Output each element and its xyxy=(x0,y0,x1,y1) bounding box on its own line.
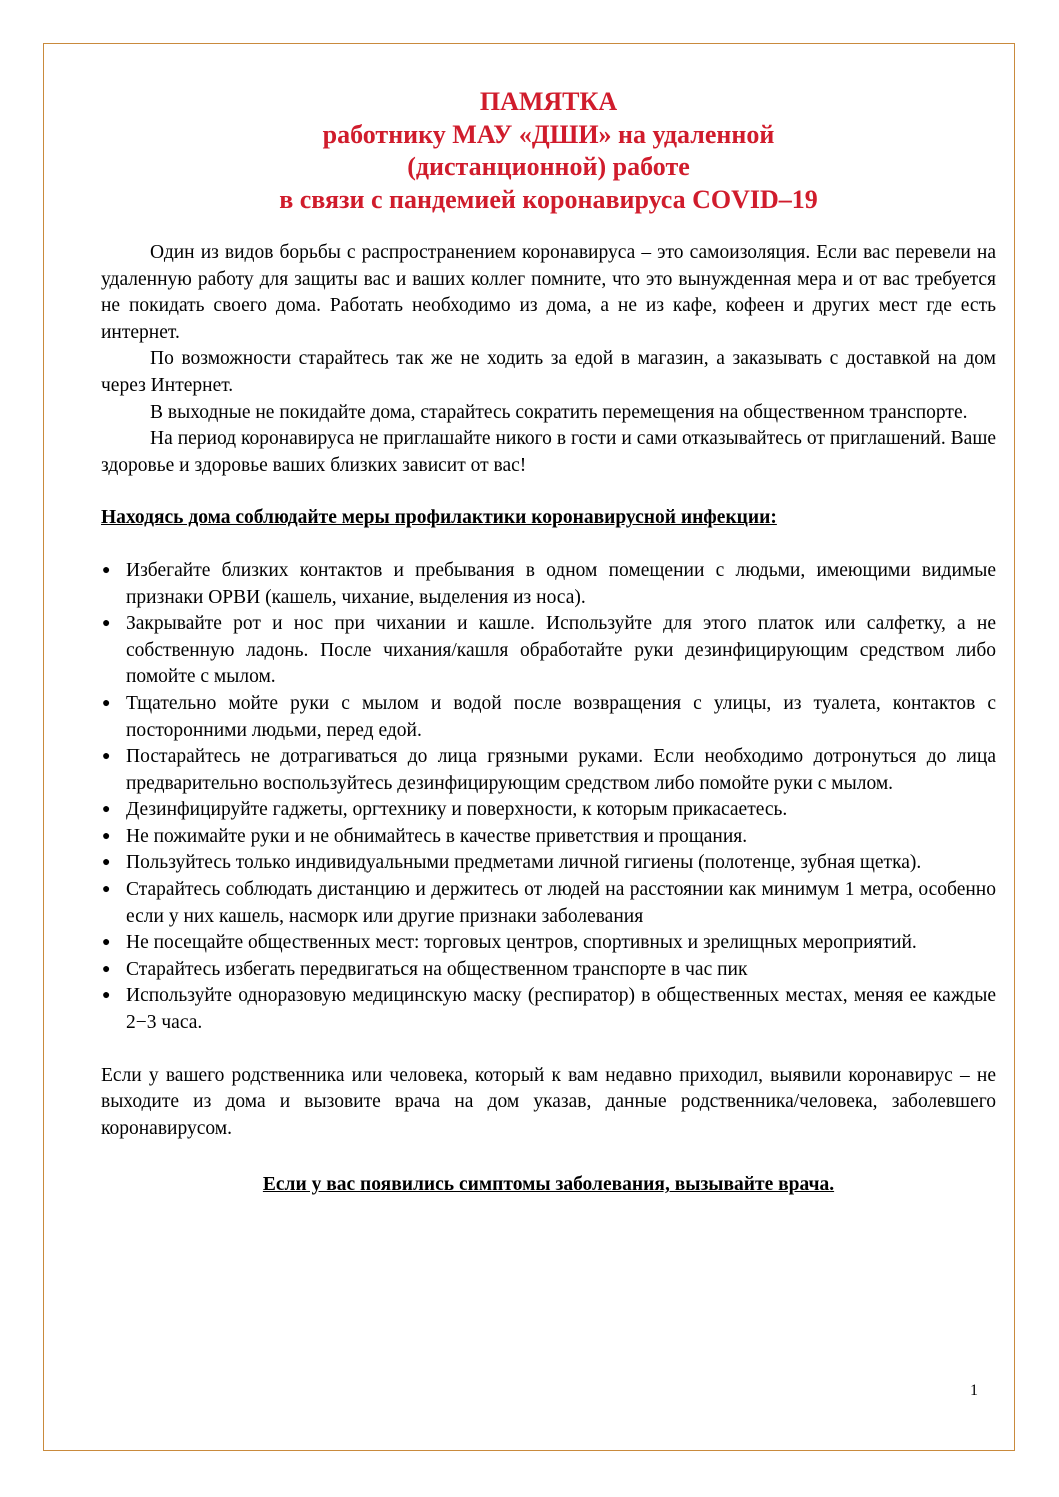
intro-paragraph: По возможности старайтесь так же не ходить за едой в магазин, а заказывать с доставкой на дом через Интернет. xyxy=(101,348,996,396)
list-item xyxy=(101,611,996,691)
list-item xyxy=(101,824,996,851)
closing-paragraph: Если у вашего родственника или человека, который к вам недавно приходил, выявили коронавирус – не выходите из дома и вызовите врача на дом указав, данные родственника/человека, заболевшего коронавирусом. xyxy=(101,1064,996,1139)
list-item-text: Тщательно мойте руки с мылом и водой после возвращения с улицы, из туалета, контактов с посторонними людьми, перед едой. xyxy=(126,692,996,741)
list-item-text: Закрывайте рот и нос при чихании и кашле. Используйте для этого платок или салфетку, а не собственную ладонь. После чихания/кашля обработайте руки дезинфицирующим средством либо помойте с мылом. xyxy=(126,613,996,688)
intro-paragraph: В выходные не покидайте дома, старайтесь сократить перемещения на общественном транспорте. xyxy=(150,401,968,423)
bullet-icon: ● xyxy=(102,935,111,951)
document-title xyxy=(101,86,996,216)
bullet-icon: ● xyxy=(102,855,111,871)
list-item-text: Постарайтесь не дотрагиваться до лица грязными руками. Если необходимо дотронуться до лица предварительно воспользуйтесь дезинфицирующим средством либо помойте руки с мылом. xyxy=(126,746,996,794)
list-item xyxy=(101,797,996,824)
bullet-icon: ● xyxy=(102,616,111,632)
list-item xyxy=(101,691,996,744)
title-line-1: ПАМЯТКА xyxy=(479,87,618,116)
intro-paragraph: Один из видов борьбы с распространением коронавируса – это самоизоляция. Если вас перевели на удаленную работу для защиты вас и ваших коллег помните, что это вынужденная мера и от вас требуется не покидать своего дома. Работать необходимо из дома, а не из кафе, кофеен и других мест где есть интернет. xyxy=(101,242,996,343)
title-line-2: работнику МАУ «ДШИ» на удаленной xyxy=(322,119,775,149)
bullet-icon: ● xyxy=(102,828,111,844)
list-item xyxy=(101,744,996,797)
list-item xyxy=(101,930,996,957)
list-item-text: Старайтесь соблюдать дистанцию и держитесь от людей на расстоянии как минимум 1 метра, особенно если у них кашель, насморк или другие признаки заболевания xyxy=(126,879,996,927)
final-note: Если у вас появились симптомы заболевания, вызывайте врача. xyxy=(262,1174,835,1196)
section-heading: Находясь дома соблюдайте меры профилактики коронавирусной инфекции: xyxy=(101,507,777,529)
bullet-icon: ● xyxy=(102,961,111,977)
document-body xyxy=(101,86,996,1199)
bullet-icon: ● xyxy=(102,695,111,711)
list-item-text: Дезинфицируйте гаджеты, оргтехнику и поверхности, к которым прикасаетесь. xyxy=(126,799,788,821)
list-item-text: Не пожимайте руки и не обнимайтесь в качестве приветствия и прощания. xyxy=(126,825,748,847)
list-item-text: Пользуйтесь только индивидуальными предметами личной гигиены (полотенце, зубная щетка). xyxy=(126,852,922,874)
bullet-icon: ● xyxy=(102,802,111,818)
bullet-icon: ● xyxy=(102,562,111,578)
list-item-text: Используйте одноразовую медицинскую маску (респиратор) в общественных местах, меняя ее каждые 2−3 часа. xyxy=(126,985,996,1034)
bullet-icon: ● xyxy=(102,749,111,765)
list-item-text: Старайтесь избегать передвигаться на общественном транспорте в час пик xyxy=(126,958,748,980)
title-line-4: в связи с пандемией коронавируса COVID–19 xyxy=(279,184,818,214)
intro-paragraph: На период коронавируса не приглашайте никого в гости и сами отказывайтесь от приглашений. Ваше здоровье и здоровье ваших близких зависит от вас! xyxy=(101,428,996,476)
list-item xyxy=(101,877,996,930)
list-item xyxy=(101,983,996,1036)
bullet-icon: ● xyxy=(102,988,111,1004)
list-item xyxy=(101,558,996,611)
bullet-icon: ● xyxy=(102,882,111,898)
list-item-text: Не посещайте общественных мест: торговых центров, спортивных и зрелищных мероприятий. xyxy=(126,932,917,954)
title-line-3: (дистанционной) работе xyxy=(407,152,690,181)
page-number: 1 xyxy=(970,1382,978,1399)
list-item xyxy=(101,957,996,984)
list-item-text: Избегайте близких контактов и пребывания в одном помещении с людьми, имеющими видимые признаки ОРВИ (кашель, чихание, выделения из носа). xyxy=(126,559,996,608)
list-item xyxy=(101,850,996,877)
measures-list xyxy=(101,558,996,1037)
